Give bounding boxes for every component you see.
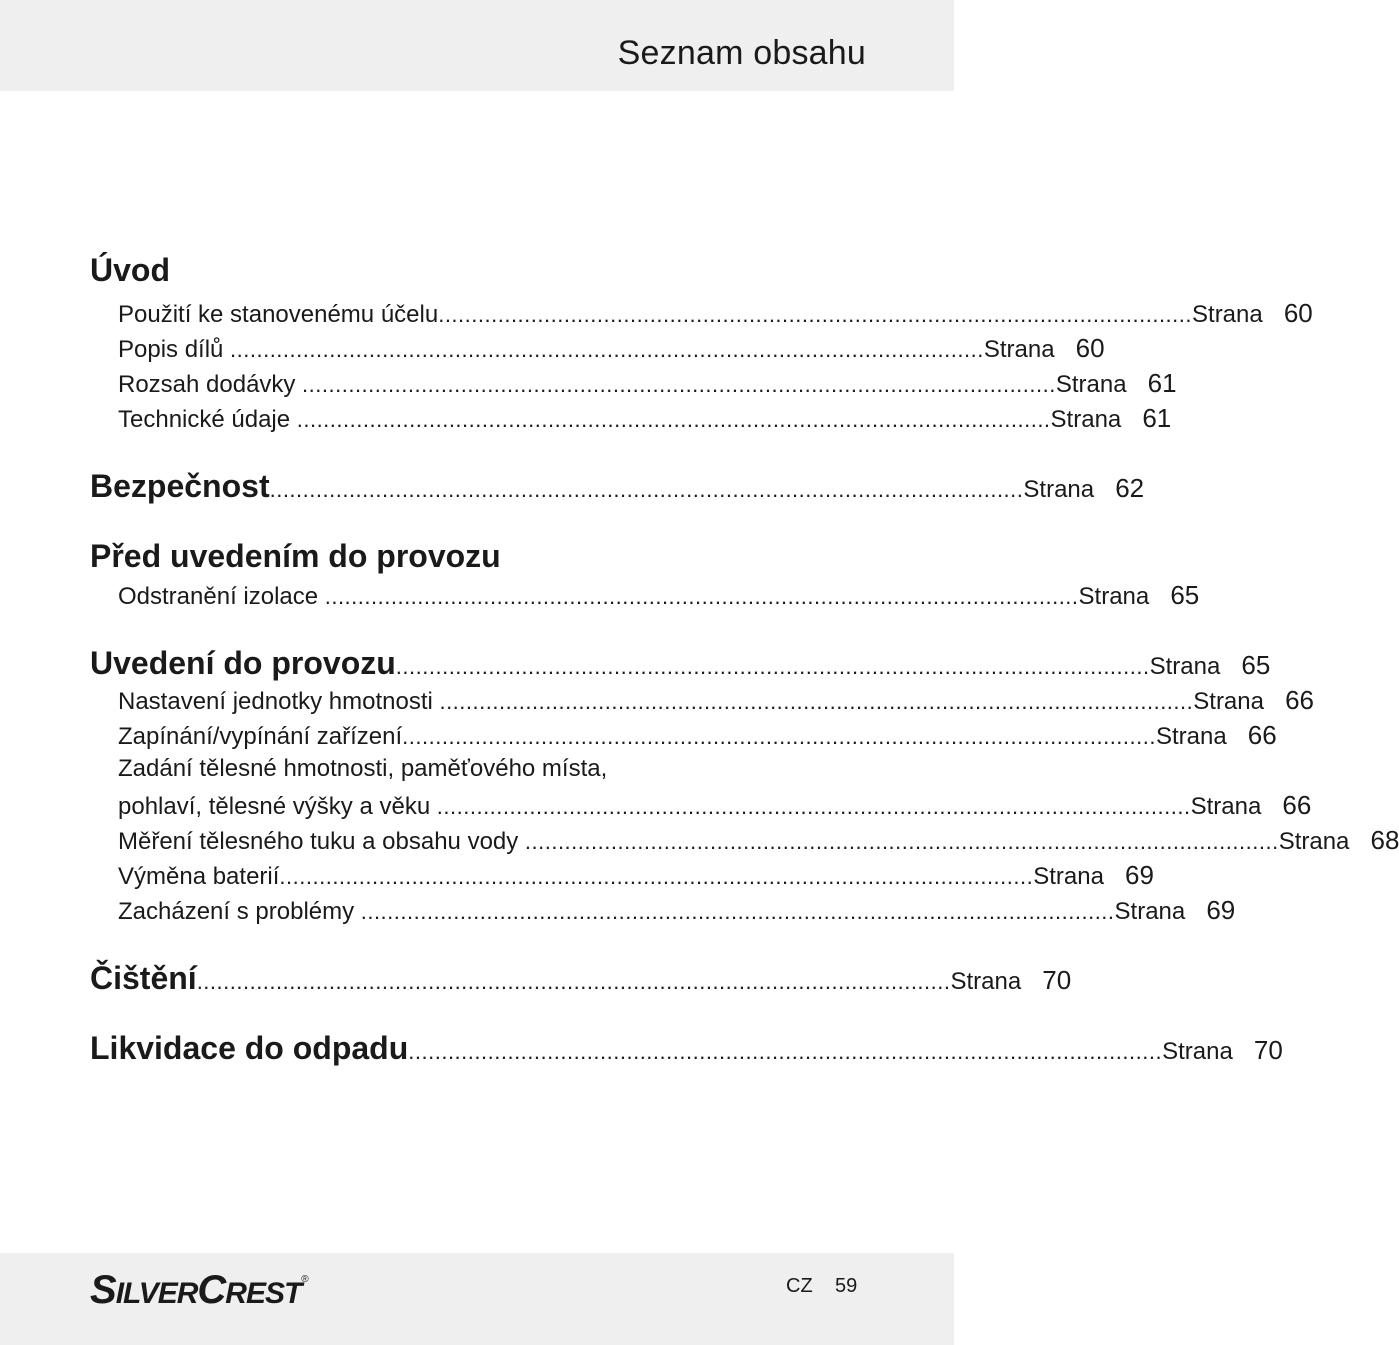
toc-strana-label: Strana: [1190, 793, 1262, 820]
toc-strana-label: Strana: [1114, 898, 1186, 925]
toc-item-label: Výměna baterií: [118, 863, 280, 890]
page-title: Seznam obsahu: [617, 34, 866, 72]
toc-strana-label: Strana: [1033, 863, 1104, 890]
toc-leader-dots: ..................................................................................................................: [279, 864, 1034, 889]
toc-item-label: Nastavení jednotky hmotnosti: [118, 688, 433, 715]
toc-leader-dots: ..................................................................................................................: [402, 724, 1156, 749]
table-of-contents: [90, 252, 1399, 1070]
registered-mark: ®: [301, 1274, 308, 1285]
toc-heading-label: Úvod: [90, 252, 170, 288]
toc-page-number: 60: [1283, 298, 1313, 328]
toc-item-label: pohlaví, tělesné výšky a věku: [118, 793, 431, 820]
toc-page-number: 62: [1115, 473, 1145, 503]
toc-heading-uvod: [90, 252, 862, 298]
toc-item-label: Popis dílů: [118, 336, 224, 363]
toc-strana-label: Strana: [1162, 1038, 1233, 1065]
toc-heading-uvedeni[interactable]: [90, 615, 1271, 685]
toc-item-label: Měření tělesného tuku a obsahu vody: [118, 828, 519, 855]
toc-item-label: Rozsah dodávky: [118, 371, 296, 398]
toc-heading-label: Uvedení do provozu: [90, 645, 396, 681]
toc-item-label: Odstranění izolace: [118, 583, 319, 610]
toc-item-label: Zapínání/vypínání zařízení: [118, 723, 403, 750]
toc-page-number: 70: [1253, 1035, 1283, 1065]
toc-heading-label: Bezpečnost: [90, 468, 270, 504]
toc-page-number: 66: [1282, 790, 1312, 820]
toc-leader-dots: ..................................................................................................................: [438, 302, 1193, 327]
toc-strana-label: Strana: [1155, 723, 1227, 750]
toc-item[interactable]: [90, 685, 1314, 720]
toc-strana-label: Strana: [1055, 371, 1127, 398]
toc-leader-dots: ..................................................................................................................: [518, 829, 1279, 854]
toc-page-number: 69: [1125, 860, 1154, 890]
toc-leader-dots: ..................................................................................................................: [432, 689, 1194, 714]
toc-leader-dots: ..................................................................................................................: [430, 794, 1191, 819]
toc-heading-cisteni[interactable]: [90, 930, 1072, 1000]
toc-leader-dots: ..................................................................................................................: [295, 372, 1056, 397]
toc-item[interactable]: [90, 790, 1312, 825]
toc-item-label: Použití ke stanovenému účelu: [118, 301, 439, 328]
toc-item[interactable]: [90, 403, 1172, 438]
toc-item-label-line1: Zadání tělesné hmotnosti, paměťového místa,: [118, 755, 608, 782]
toc-item[interactable]: [90, 895, 1236, 930]
toc-heading-label: Čištění: [90, 960, 197, 996]
toc-page-number: 66: [1285, 685, 1314, 715]
toc-page-number: 68: [1370, 825, 1399, 855]
toc-page-number: 69: [1206, 895, 1236, 925]
toc-strana-label: Strana: [1023, 476, 1095, 503]
toc-leader-dots: ..................................................................................................................: [269, 477, 1024, 502]
toc-leader-dots: ..................................................................................................................: [290, 407, 1051, 432]
toc-leader-dots: ..................................................................................................................: [196, 969, 951, 994]
toc-item-label: Technické údaje: [118, 406, 291, 433]
toc-leader-dots: ..................................................................................................................: [354, 899, 1115, 924]
toc-heading-likvidace[interactable]: [90, 1000, 1283, 1070]
toc-item[interactable]: [90, 368, 1177, 403]
toc-heading-label: Likvidace do odpadu: [90, 1030, 409, 1066]
toc-leader-dots: ..................................................................................................................: [223, 337, 984, 362]
toc-heading-pred-uvedenim: [90, 510, 862, 580]
toc-leader-dots: ..................................................................................................................: [395, 654, 1150, 679]
toc-page-number: 61: [1142, 403, 1172, 433]
toc-item[interactable]: [90, 298, 1313, 333]
toc-heading-label: Před uvedením do provozu: [90, 538, 501, 574]
toc-leader-dots: ..................................................................................................................: [318, 584, 1079, 609]
toc-page-number: 60: [1075, 333, 1105, 363]
toc-leader-dots: ..................................................................................................................: [408, 1039, 1163, 1064]
toc-strana-label: Strana: [983, 336, 1055, 363]
page-number: 59: [835, 1275, 858, 1297]
toc-strana-label: Strana: [1193, 688, 1264, 715]
toc-strana-label: Strana: [1149, 653, 1221, 680]
toc-item[interactable]: [90, 825, 1399, 860]
language-code: CZ: [786, 1275, 813, 1297]
toc-page-number: 65: [1241, 650, 1271, 680]
toc-page-number: 70: [1042, 965, 1072, 995]
toc-page-number: 61: [1147, 368, 1177, 398]
silvercrest-logo: SILVERCREST®: [90, 1268, 308, 1312]
toc-item-wrapped-line: [90, 755, 862, 790]
toc-page-number: 65: [1170, 580, 1200, 610]
toc-page-number: 66: [1247, 720, 1277, 750]
toc-strana-label: Strana: [1050, 406, 1122, 433]
toc-strana-label: Strana: [1078, 583, 1150, 610]
toc-strana-label: Strana: [1278, 828, 1350, 855]
toc-heading-bezpecnost[interactable]: [90, 438, 1145, 510]
toc-strana-label: Strana: [1192, 301, 1263, 328]
toc-item[interactable]: [90, 860, 1154, 895]
toc-strana-label: Strana: [950, 968, 1022, 995]
toc-item-label: Zacházení s problémy: [118, 898, 355, 925]
toc-item[interactable]: [90, 720, 1277, 755]
toc-item[interactable]: [90, 333, 1105, 368]
toc-item[interactable]: [90, 580, 1200, 615]
